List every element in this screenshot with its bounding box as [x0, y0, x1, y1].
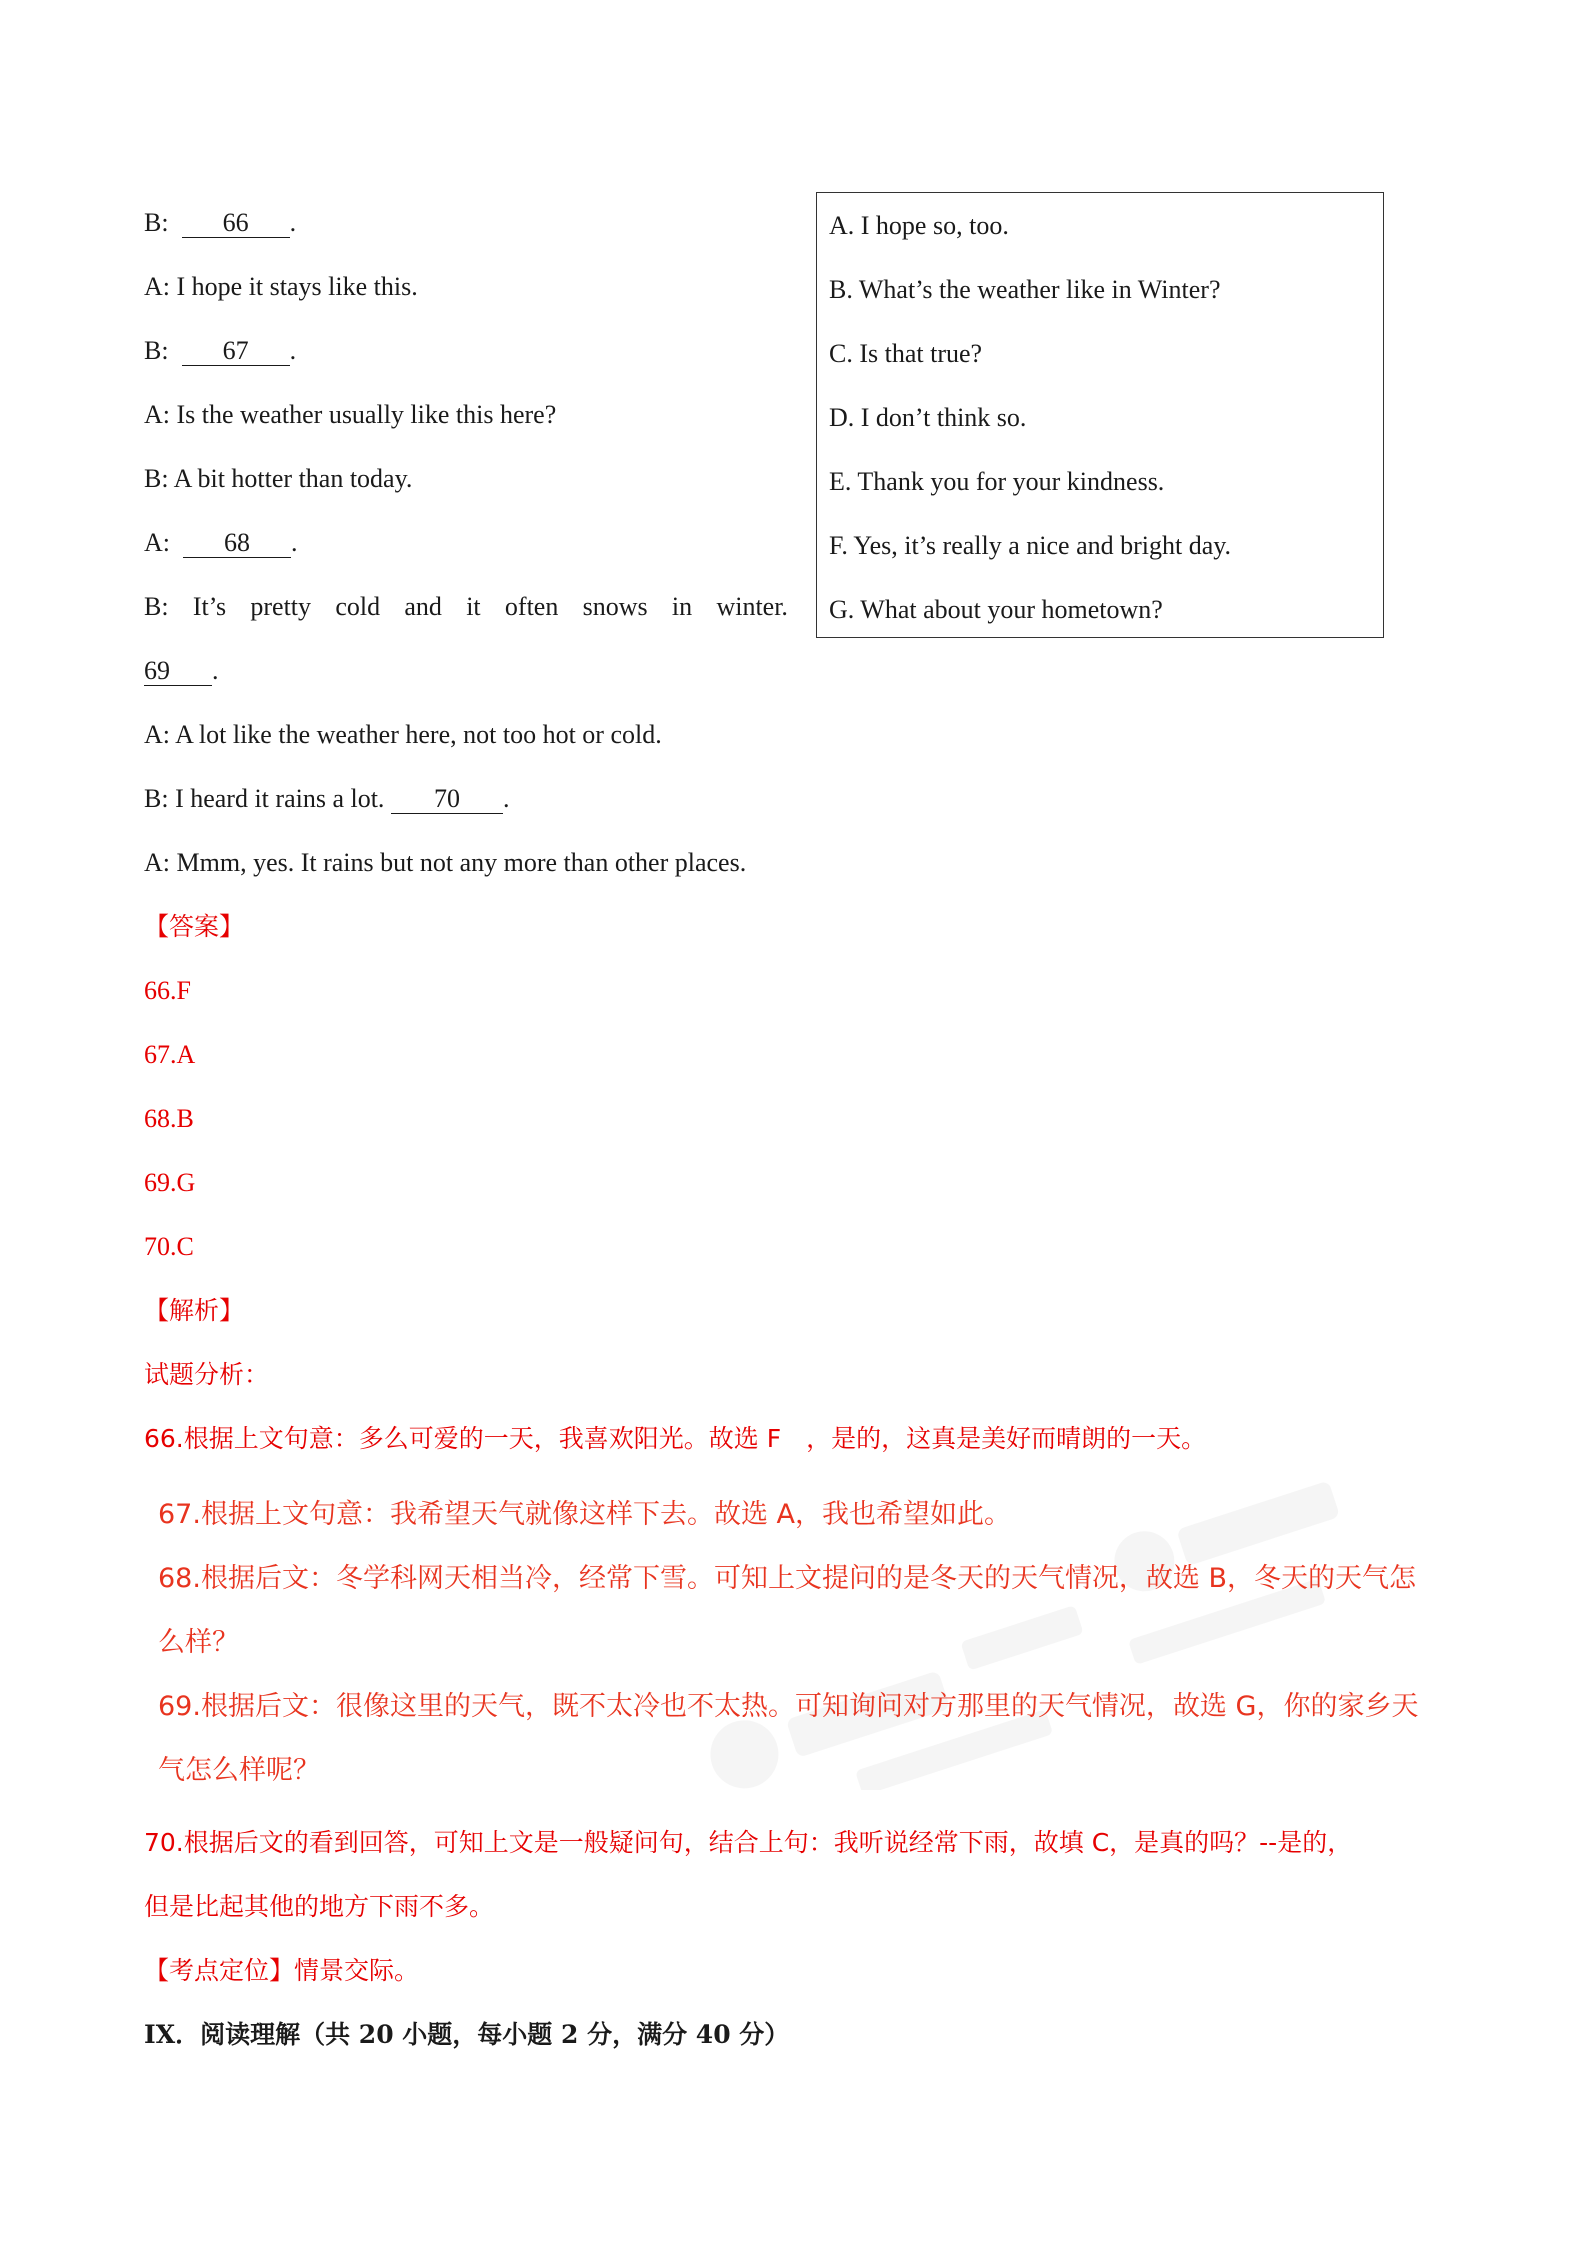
speaker: A:: [144, 528, 170, 557]
dialogue-text: B: I heard it rains a lot.: [144, 784, 385, 813]
kaodian-label: 【考点定位】: [144, 1956, 295, 1985]
blank-70: 70: [391, 785, 503, 814]
kaodian-text: 情景交际。: [294, 1956, 420, 1985]
word: cold: [335, 592, 381, 621]
answer-heading: 【答案】: [144, 912, 245, 941]
blank-66: 66: [182, 209, 290, 238]
analysis-70-line2: 但是比起其他的地方下雨不多。: [144, 1892, 495, 1921]
analysis-66: 66.根据上文句意：多么可爱的一天，我喜欢阳光。故选 F ，是的，这真是美好而晴朗的一天。: [144, 1424, 1207, 1453]
dialogue-line: A: Is the weather usually like this here?: [144, 400, 557, 429]
speaker: B:: [144, 336, 169, 365]
word: winter.: [716, 592, 788, 621]
analysis-68-line2: 么样？: [158, 1627, 239, 1658]
word: It’s: [192, 592, 227, 621]
blank-67: 67: [182, 337, 290, 366]
analysis-70-line1: 70.根据后文的看到回答，可知上文是一般疑问句，结合上句：我听说经常下雨，故填 C，是真的吗？--是的，: [144, 1828, 1353, 1857]
dialogue-line-70: B: I heard it rains a lot. 70 .: [144, 784, 510, 813]
dialogue-line-67: B: 67 .: [144, 336, 297, 365]
blank-68: 68: [183, 529, 291, 558]
dialogue-line-69: 69 .: [144, 656, 219, 685]
analysis-69-line2: 气怎么样呢？: [158, 1755, 320, 1786]
answer-item: 68.B: [144, 1104, 194, 1133]
blank-69: 69: [144, 657, 212, 686]
dialogue-line: A: A lot like the weather here, not too hot or cold.: [144, 720, 662, 749]
option-e: E. Thank you for your kindness.: [829, 467, 1165, 496]
option-c: C. Is that true?: [829, 339, 983, 368]
word: and: [404, 592, 442, 621]
dialogue-line-66: B: 66 .: [144, 208, 297, 237]
dialogue-line: A: I hope it stays like this.: [144, 272, 418, 301]
answer-item: 70.C: [144, 1232, 194, 1261]
options-box: [816, 192, 1384, 638]
word: it: [466, 592, 481, 621]
dialogue-line: B: A bit hotter than today.: [144, 464, 413, 493]
option-f: F. Yes, it’s really a nice and bright day.: [829, 531, 1232, 560]
word: snows: [582, 592, 648, 621]
option-d: D. I don’t think so.: [829, 403, 1027, 432]
analysis-69-line1: 69.根据后文：很像这里的天气，既不太冷也不太热。可知询问对方那里的天气情况，故选 G，你的家乡天: [158, 1691, 1419, 1722]
dialogue-line-68: A: 68 .: [144, 528, 298, 557]
word: in: [671, 592, 693, 621]
option-a: A. I hope so, too.: [829, 211, 1009, 240]
word: pretty: [250, 592, 312, 621]
section-title: IX．阅读理解（共 20 小题，每小题 2 分，满分 40 分）: [144, 2020, 790, 2049]
speaker: B:: [144, 208, 169, 237]
answer-item: 69.G: [144, 1168, 196, 1197]
answer-item: 66.F: [144, 976, 191, 1005]
option-g: G. What about your hometown?: [829, 595, 1163, 624]
kaodian-line: [144, 1954, 419, 1988]
analysis-67: 67.根据上文句意：我希望天气就像这样下去。故选 A，我也希望如此。: [158, 1499, 1011, 1530]
word: often: [504, 592, 559, 621]
option-b: B. What’s the weather like in Winter?: [829, 275, 1221, 304]
analysis-intro: 试题分析：: [144, 1360, 270, 1389]
analysis-68-line1: 68.根据后文：冬学科网天相当冷，经常下雪。可知上文提问的是冬天的天气情况，故选 B，冬天的天气怎: [158, 1563, 1417, 1594]
answer-item: 67.A: [144, 1040, 196, 1069]
analysis-heading: 【解析】: [144, 1296, 245, 1325]
dialogue-line-justified: [144, 590, 788, 624]
dialogue-line: A: Mmm, yes. It rains but not any more than other places.: [144, 848, 747, 877]
word: B:: [144, 592, 169, 621]
